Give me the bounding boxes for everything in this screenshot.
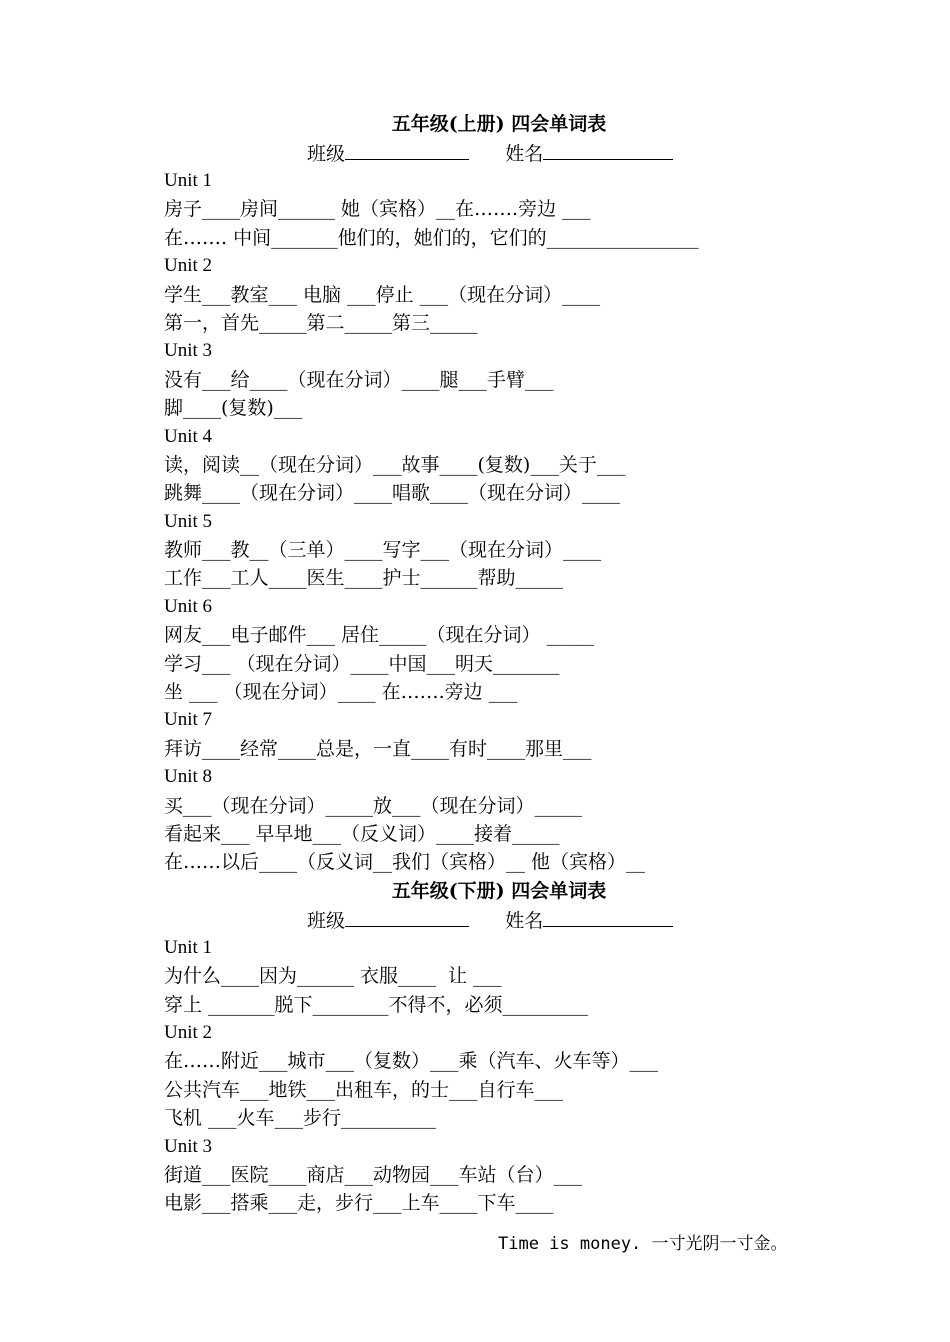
upper-title: 五年级(上册) 四会单词表 xyxy=(391,113,607,135)
lower-class-name-line xyxy=(164,906,824,934)
unit-heading: Unit 3 xyxy=(164,340,213,362)
vocab-line: 为什么____因为______ 衣服____ 让 ___ xyxy=(164,965,502,988)
vocab-line: 拜访____经常____总是，一直____有时____那里___ xyxy=(164,737,592,760)
unit-heading: Unit 8 xyxy=(164,766,213,788)
class-label: 班级 xyxy=(307,909,346,932)
lower-word-list xyxy=(164,934,824,1218)
unit-heading: Unit 3 xyxy=(164,1135,213,1157)
lower-title: 五年级(下册) 四会单词表 xyxy=(391,879,607,902)
unit-heading: Unit 1 xyxy=(164,936,213,958)
unit-heading: Unit 7 xyxy=(164,709,213,731)
class-label: 班级 xyxy=(307,143,346,165)
class-blank xyxy=(345,139,469,160)
vocab-line: 街道___医院____商店___动物园___车站（台）___ xyxy=(164,1163,583,1186)
vocab-line: 坐 ___ （现在分词）____ 在…….旁边 ___ xyxy=(164,681,518,704)
unit-heading: Unit 4 xyxy=(164,425,213,447)
vocab-line: 买___（现在分词）_____放___（现在分词）_____ xyxy=(164,794,583,817)
vocab-line: 飞机 ___火车___步行__________ xyxy=(164,1107,437,1130)
vocab-line: 电影___搭乘___走，步行___上车____下车____ xyxy=(164,1192,554,1215)
name-label: 姓名 xyxy=(505,909,544,932)
name-label: 姓名 xyxy=(505,143,544,165)
unit-heading: Unit 5 xyxy=(164,510,213,532)
name-blank xyxy=(543,139,673,160)
vocab-line: 读，阅读__（现在分词）___故事____(复数)___关于___ xyxy=(164,453,626,476)
vocab-line: 没有___给____（现在分词）____腿___手臂___ xyxy=(164,368,554,391)
vocab-line: 穿上 _______脱下________不得不，必须_________ xyxy=(164,993,589,1016)
vocab-line: 在……附近___城市___（复数）___乘（汽车、火车等）___ xyxy=(164,1050,659,1073)
vocab-line: 在……以后____（反义词__我们（宾格）__ 他（宾格）__ xyxy=(164,851,646,874)
vocab-line: 工作___工人____医生____护士______帮助_____ xyxy=(164,567,564,590)
vocab-line: 学生___教室___ 电脑 ___停止 ___（现在分词）____ xyxy=(164,283,601,306)
vocab-line: 学习___ （现在分词）____中国___明天_______ xyxy=(164,652,560,675)
upper-word-list xyxy=(164,167,824,877)
vocab-line: 第一，首先_____第二_____第三_____ xyxy=(164,311,478,334)
vocab-line: 网友___电子邮件___ 居住_____（现在分词） _____ xyxy=(164,624,595,647)
vocab-line: 教师___教__（三单）____写字___（现在分词）____ xyxy=(164,539,602,562)
name-blank xyxy=(543,906,673,927)
unit-heading: Unit 6 xyxy=(164,595,213,617)
vocab-line: 公共汽车___地铁___出租车，的士___自行车___ xyxy=(164,1078,564,1101)
vocab-line: 跳舞____（现在分词）____唱歌____（现在分词）____ xyxy=(164,482,621,505)
vocab-line: 脚____(复数)___ xyxy=(164,397,303,420)
vocab-line: 看起来___ 早早地___（反义词）____接着_____ xyxy=(164,822,560,845)
footer-proverb: Time is money. 一寸光阴一寸金。 xyxy=(498,1234,788,1254)
vocab-line: 房子____房间______ 她（宾格）__在…….旁边 ___ xyxy=(164,198,591,221)
unit-heading: Unit 1 xyxy=(164,170,213,191)
class-blank xyxy=(345,906,469,927)
unit-heading: Unit 2 xyxy=(164,255,213,277)
vocab-line: 在……. 中间_______他们的，她们的，它们的________________ xyxy=(164,226,699,249)
content-area xyxy=(164,110,824,1218)
unit-heading: Unit 2 xyxy=(164,1021,213,1043)
upper-class-name-line xyxy=(164,139,824,167)
